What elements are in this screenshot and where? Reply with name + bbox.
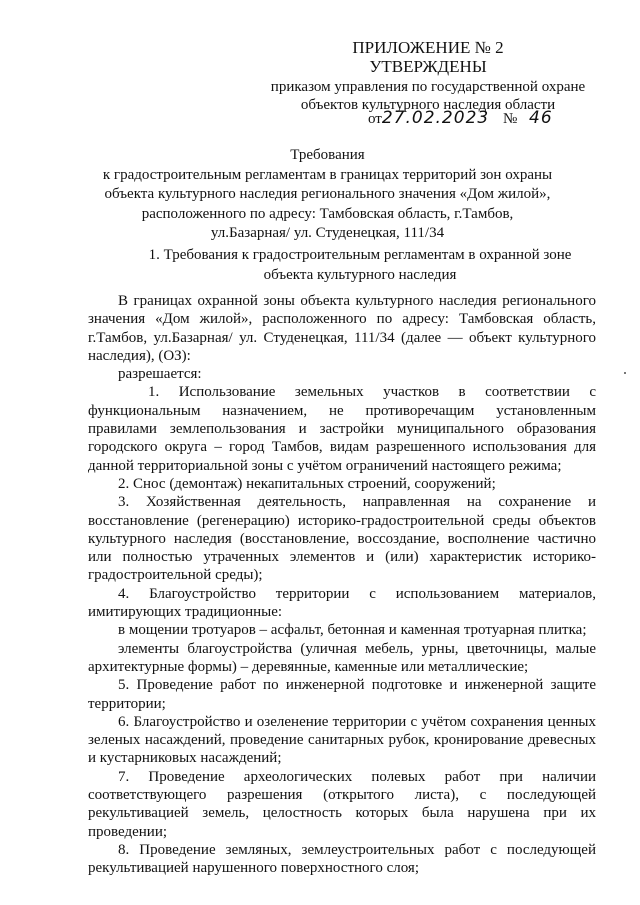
title-line-1: к градостроительным регламентам в границах территорий зон охраны <box>102 166 553 183</box>
title-line-2: объекта культурного наследия регионального значения «Дом жилой», <box>104 186 551 202</box>
title-line-4: ул.Базарная/ ул. Студенецкая, 111/34 <box>210 225 445 241</box>
order-line-2: объектов культурного наследия области <box>300 97 556 113</box>
order-date-line <box>368 108 553 128</box>
paragraph-item-8: 8. Проведение земляных, землеустроительных работ с последующей рекультивацией нарушенного поверхностного слоя; <box>88 841 596 877</box>
paragraph-item-1: 1. Использование земельных участков в соответствии с функциональным назначением, не противоречащим установленным правилами землепользования и застройки муниципального образования городского округа – город Тамбов, видам разрешенного использования для данной территориальной зоны с учётом ограничений настоящего режима; <box>88 384 596 474</box>
paragraph-item-6: 6. Благоустройство и озеленение территории с учётом сохранения ценных зеленых насаждений, проведение санитарных рубок, кронирование древесных и кустарниковых насаждений; <box>88 713 596 767</box>
paragraph-item-5: 5. Проведение работ по инженерной подготовке и инженерной защите территории; <box>88 677 596 712</box>
paragraph-item-4: 4. Благоустройство территории с использованием материалов, имитирующих традиционные: <box>88 585 596 621</box>
document-title <box>60 146 595 244</box>
appendix-number: ПРИЛОЖЕНИЕ № 2 <box>352 38 504 57</box>
title-line-3: расположенного по адресу: Тамбовская область, г.Тамбов, <box>141 205 514 222</box>
title-heading: Требования <box>290 147 365 163</box>
paragraph-allowed: разрешается: <box>118 366 202 383</box>
paragraph-item-3: 3. Хозяйственная деятельность, направленная на сохранение и восстановление (регенерацию) историко-градостроительной среды объектов культурного наследия (восстановление, воссоздание, восполнение частично или полностью утраченных элементов и (или) характеристик историко-градостроительной среды); <box>88 494 596 584</box>
paragraph-scope: В границах охранной зоны объекта культурного наследия регионального значения «Дом жилой», расположенного по адресу: Тамбовская область, г.Тамбов, ул.Базарная/ ул. Студенецкая, 111/34 (далее — объект культурного наследия), (ОЗ): <box>88 293 596 364</box>
appendix-block <box>268 38 588 114</box>
scan-speck <box>624 372 626 374</box>
section-1-heading <box>140 246 580 285</box>
number-prefix: № <box>502 111 518 127</box>
paragraph-item-7: 7. Проведение археологических полевых работ при наличии соответствующего разрешения (открытого листа), с последующей рекультивацией земель, целостность которых была нарушена при их проведении; <box>88 768 596 840</box>
paragraph-item-4-elements: элементы благоустройства (уличная мебель, урны, цветочницы, малые архитектурные формы) – деревянные, каменные или металлические; <box>88 640 596 675</box>
approved-label: УТВЕРЖДЕНЫ <box>369 57 487 76</box>
section-1-line-1: 1. Требования к градостроительным регламентам в охранной зоне <box>148 247 572 263</box>
handwritten-number: 46 <box>529 108 553 128</box>
order-line-1: приказом управления по государственной охране <box>270 79 586 95</box>
paragraph-item-2: 2. Снос (демонтаж) некапитальных строений, сооружений; <box>118 475 496 492</box>
handwritten-date: 27.02.2023 <box>381 108 490 128</box>
document-body <box>88 292 596 878</box>
section-1-line-2: объекта культурного наследия <box>263 266 457 283</box>
date-prefix: от <box>368 111 382 127</box>
paragraph-item-4-paving: в мощении тротуаров – асфальт, бетонная и каменная тротуарная плитка; <box>118 622 587 639</box>
